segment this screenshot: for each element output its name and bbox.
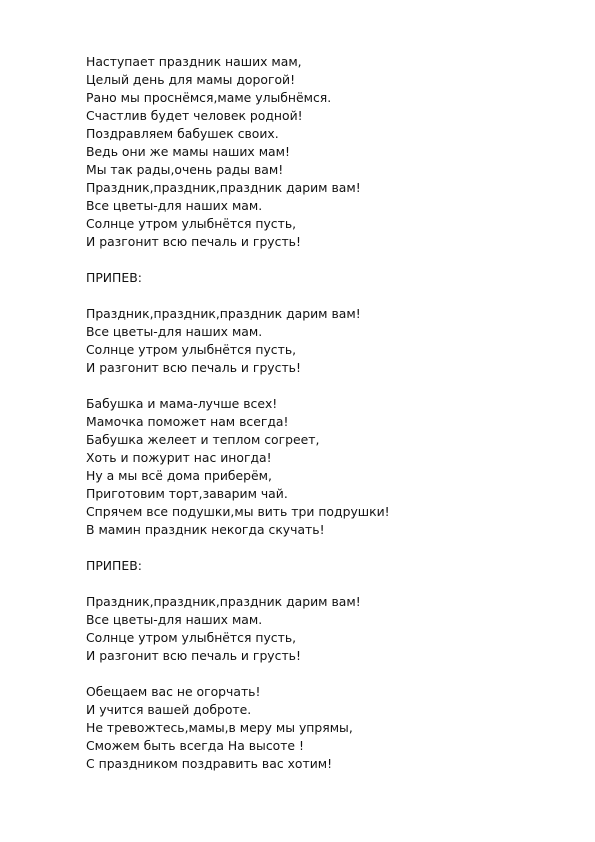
- poem-line: И учится вашей доброте.: [86, 702, 252, 717]
- poem-line: Мамочка поможет нам всегда!: [86, 414, 289, 429]
- stanza-gap: [86, 575, 390, 593]
- stanza-gap: [86, 287, 390, 305]
- poem-line: ПРИПЕВ:: [86, 558, 142, 573]
- stanza: [86, 683, 390, 773]
- stanza: [86, 593, 390, 665]
- poem-line: Сможем быть всегда На высоте !: [86, 738, 304, 753]
- poem-line: И разгонит всю печаль и грусть!: [86, 360, 301, 375]
- stanza-gap: [86, 251, 390, 269]
- poem-line: Приготовим торт,заварим чай.: [86, 486, 288, 501]
- poem-line: Поздравляем бабушек своих.: [86, 126, 279, 141]
- poem-line: Солнце утром улыбнётся пусть,: [86, 216, 297, 231]
- poem-line: В мамин праздник некогда скучать!: [86, 522, 325, 537]
- poem-line: Целый день для мамы дорогой!: [86, 72, 296, 87]
- poem-line: Мы так рады,очень рады вам!: [86, 162, 284, 177]
- poem-line: Не тревожтесь,мамы,в меру мы упрямы,: [86, 720, 353, 735]
- stanza: [86, 53, 390, 251]
- stanza: [86, 557, 390, 575]
- poem-line: И разгонит всю печаль и грусть!: [86, 234, 301, 249]
- poem-line: И разгонит всю печаль и грусть!: [86, 648, 301, 663]
- poem-line: Рано мы проснёмся,маме улыбнёмся.: [86, 90, 332, 105]
- poem-line: Ну а мы всё дома приберём,: [86, 468, 272, 483]
- poem-line: Обещаем вас не огорчать!: [86, 684, 261, 699]
- poem-line: Праздник,праздник,праздник дарим вам!: [86, 594, 361, 609]
- stanza: [86, 395, 390, 539]
- poem-line: Солнце утром улыбнётся пусть,: [86, 342, 297, 357]
- stanza: [86, 269, 390, 287]
- poem-text: [86, 53, 390, 773]
- poem-line: Хоть и пожурит нас иногда!: [86, 450, 272, 465]
- poem-line: ПРИПЕВ:: [86, 270, 142, 285]
- poem-line: Праздник,праздник,праздник дарим вам!: [86, 180, 361, 195]
- poem-line: Спрячем все подушки,мы вить три подрушки!: [86, 504, 390, 519]
- poem-line: С праздником поздравить вас хотим!: [86, 756, 333, 771]
- poem-line: Бабушка желеет и теплом согреет,: [86, 432, 320, 447]
- poem-line: Солнце утром улыбнётся пусть,: [86, 630, 297, 645]
- poem-line: Праздник,праздник,праздник дарим вам!: [86, 306, 361, 321]
- poem-line: Все цветы-для наших мам.: [86, 198, 263, 213]
- stanza-gap: [86, 377, 390, 395]
- poem-line: Наступает праздник наших мам,: [86, 54, 302, 69]
- poem-line: Счастлив будет человек родной!: [86, 108, 303, 123]
- stanza-gap: [86, 665, 390, 683]
- poem-line: Все цветы-для наших мам.: [86, 612, 263, 627]
- stanza-gap: [86, 539, 390, 557]
- stanza: [86, 305, 390, 377]
- poem-line: Все цветы-для наших мам.: [86, 324, 263, 339]
- poem-line: Бабушка и мама-лучше всех!: [86, 396, 278, 411]
- poem-line: Ведь они же мамы наших мам!: [86, 144, 290, 159]
